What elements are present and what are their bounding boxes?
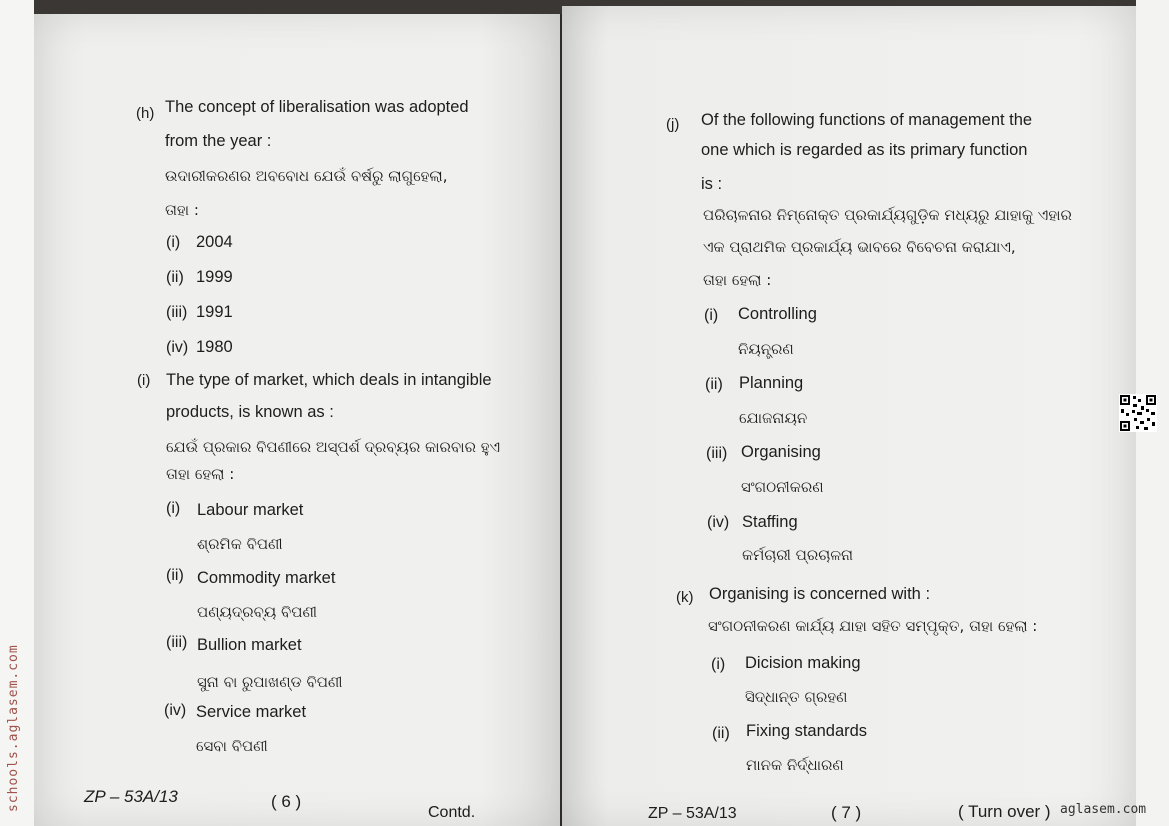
- option-odia: ମାନକ ନିର୍ଦ୍ଧାରଣ: [746, 756, 844, 774]
- qr-code-icon: [1119, 394, 1157, 432]
- option-number: (ii): [166, 567, 184, 584]
- option-text: Labour market: [197, 501, 304, 519]
- question-text-line: is :: [701, 175, 723, 193]
- option-odia: ନିୟନ୍ତ୍ରଣ: [738, 340, 794, 358]
- option-odia: ଶ୍ରମିକ ବିପଣୀ: [197, 535, 283, 553]
- option-text: 1999: [196, 268, 233, 286]
- question-odia-line: ତାହା ହେଲା :: [166, 465, 235, 483]
- option-number: (iii): [166, 304, 188, 321]
- option-odia: ପଣ୍ୟଦ୍ରବ୍ୟ ବିପଣୀ: [197, 603, 318, 621]
- option-odia: ଯୋଜନାୟନ: [739, 409, 808, 427]
- option-odia: ସେବା ବିପଣୀ: [196, 737, 268, 755]
- paper-code: ZP – 53A/13: [84, 787, 178, 806]
- question-odia-line: ଏକ ପ୍ରାଥମିକ ପ୍ରକାର୍ଯ୍ୟ ଭାବରେ ବିବେଚନା କରାଯାଏ,: [703, 238, 1016, 256]
- question-text-line: products, is known as :: [166, 403, 334, 421]
- question-text-line: Organising is concerned with :: [709, 585, 931, 603]
- option-text: Bullion market: [197, 636, 302, 654]
- question-text-line: The concept of liberalisation was adopted: [165, 98, 469, 116]
- question-odia-line: ତାହା ହେଲା :: [703, 271, 772, 289]
- option-text: Organising: [741, 443, 821, 461]
- option-odia: କର୍ମଚାରୀ ପ୍ରଚାଳନା: [742, 546, 854, 564]
- option-number: (ii): [166, 269, 184, 286]
- option-number: (i): [166, 500, 181, 517]
- option-number: (iii): [706, 445, 728, 462]
- question-odia-line: ଯେଉଁ ପ୍ରକାର ବିପଣୀରେ ଅସ୍ପର୍ଶ ଦ୍ରବ୍ୟର କାରବାର ହୁଏ: [166, 438, 500, 456]
- question-odia-line: ପରିଚାଳନାର ନିମ୍ନୋକ୍ତ ପ୍ରକାର୍ଯ୍ୟଗୁଡ଼ିକ ମଧ୍ୟରୁ ଯାହାକୁ ଏହାର: [703, 206, 1072, 224]
- question-text-line: The type of market, which deals in intangible: [166, 371, 492, 389]
- option-text: 2004: [196, 233, 233, 251]
- contd-label: Contd.: [428, 804, 476, 821]
- question-number: (h): [136, 105, 155, 122]
- option-number: (iv): [164, 702, 187, 719]
- option-text: Staffing: [742, 513, 798, 531]
- option-text: 1980: [196, 338, 233, 356]
- question-odia-line: ତାହା :: [165, 201, 199, 219]
- option-text: Fixing standards: [746, 722, 868, 740]
- watermark-vertical: schools.aglasem.com: [6, 644, 21, 812]
- option-odia: ସଂଗଠନୀକରଣ: [741, 478, 824, 496]
- paper-code: ZP – 53A/13: [648, 805, 737, 822]
- option-number: (i): [166, 234, 181, 251]
- option-text: Planning: [739, 374, 804, 392]
- question-number: (j): [666, 116, 680, 133]
- question-odia-line: ସଂଗଠନୀକରଣ କାର୍ଯ୍ୟ ଯାହା ସହିତ ସମ୍ପୃକ୍ତ, ତାହା ହେଲା :: [708, 617, 1038, 635]
- option-text: Service market: [196, 703, 307, 721]
- option-text: Commodity market: [197, 569, 336, 587]
- option-number: (ii): [712, 725, 730, 742]
- page-number: ( 7 ): [831, 803, 862, 822]
- question-text-line: Of the following functions of management the: [701, 111, 1033, 129]
- option-text: Dicision making: [745, 654, 861, 672]
- option-odia: ସିଦ୍ଧାନ୍ତ ଗ୍ରହଣ: [745, 688, 848, 706]
- option-number: (i): [704, 307, 719, 324]
- page-number: ( 6 ): [271, 792, 302, 811]
- watermark-corner: aglasem.com: [1060, 802, 1147, 817]
- question-odia-line: ଉଦାରୀକରଣର ଅବବୋଧ ଯେଉଁ ବର୍ଷରୁ ଲାଗୁହେଲା,: [165, 167, 448, 185]
- turn-over-label: ( Turn over ): [958, 802, 1051, 821]
- option-text: 1991: [196, 303, 233, 321]
- option-number: (i): [711, 656, 726, 673]
- option-text: Controlling: [738, 305, 817, 323]
- option-number: (iii): [166, 634, 188, 651]
- question-text-line: one which is regarded as its primary function: [701, 141, 1028, 159]
- right-page: [562, 6, 1136, 826]
- option-odia: ସୁନା ବା ରୁପାଖଣ୍ଡ ବିପଣୀ: [197, 673, 343, 691]
- option-number: (ii): [705, 376, 723, 393]
- question-number: (i): [137, 372, 151, 389]
- option-number: (iv): [166, 339, 189, 356]
- question-text-line: from the year :: [165, 132, 272, 150]
- option-number: (iv): [707, 514, 730, 531]
- question-number: (k): [676, 589, 694, 606]
